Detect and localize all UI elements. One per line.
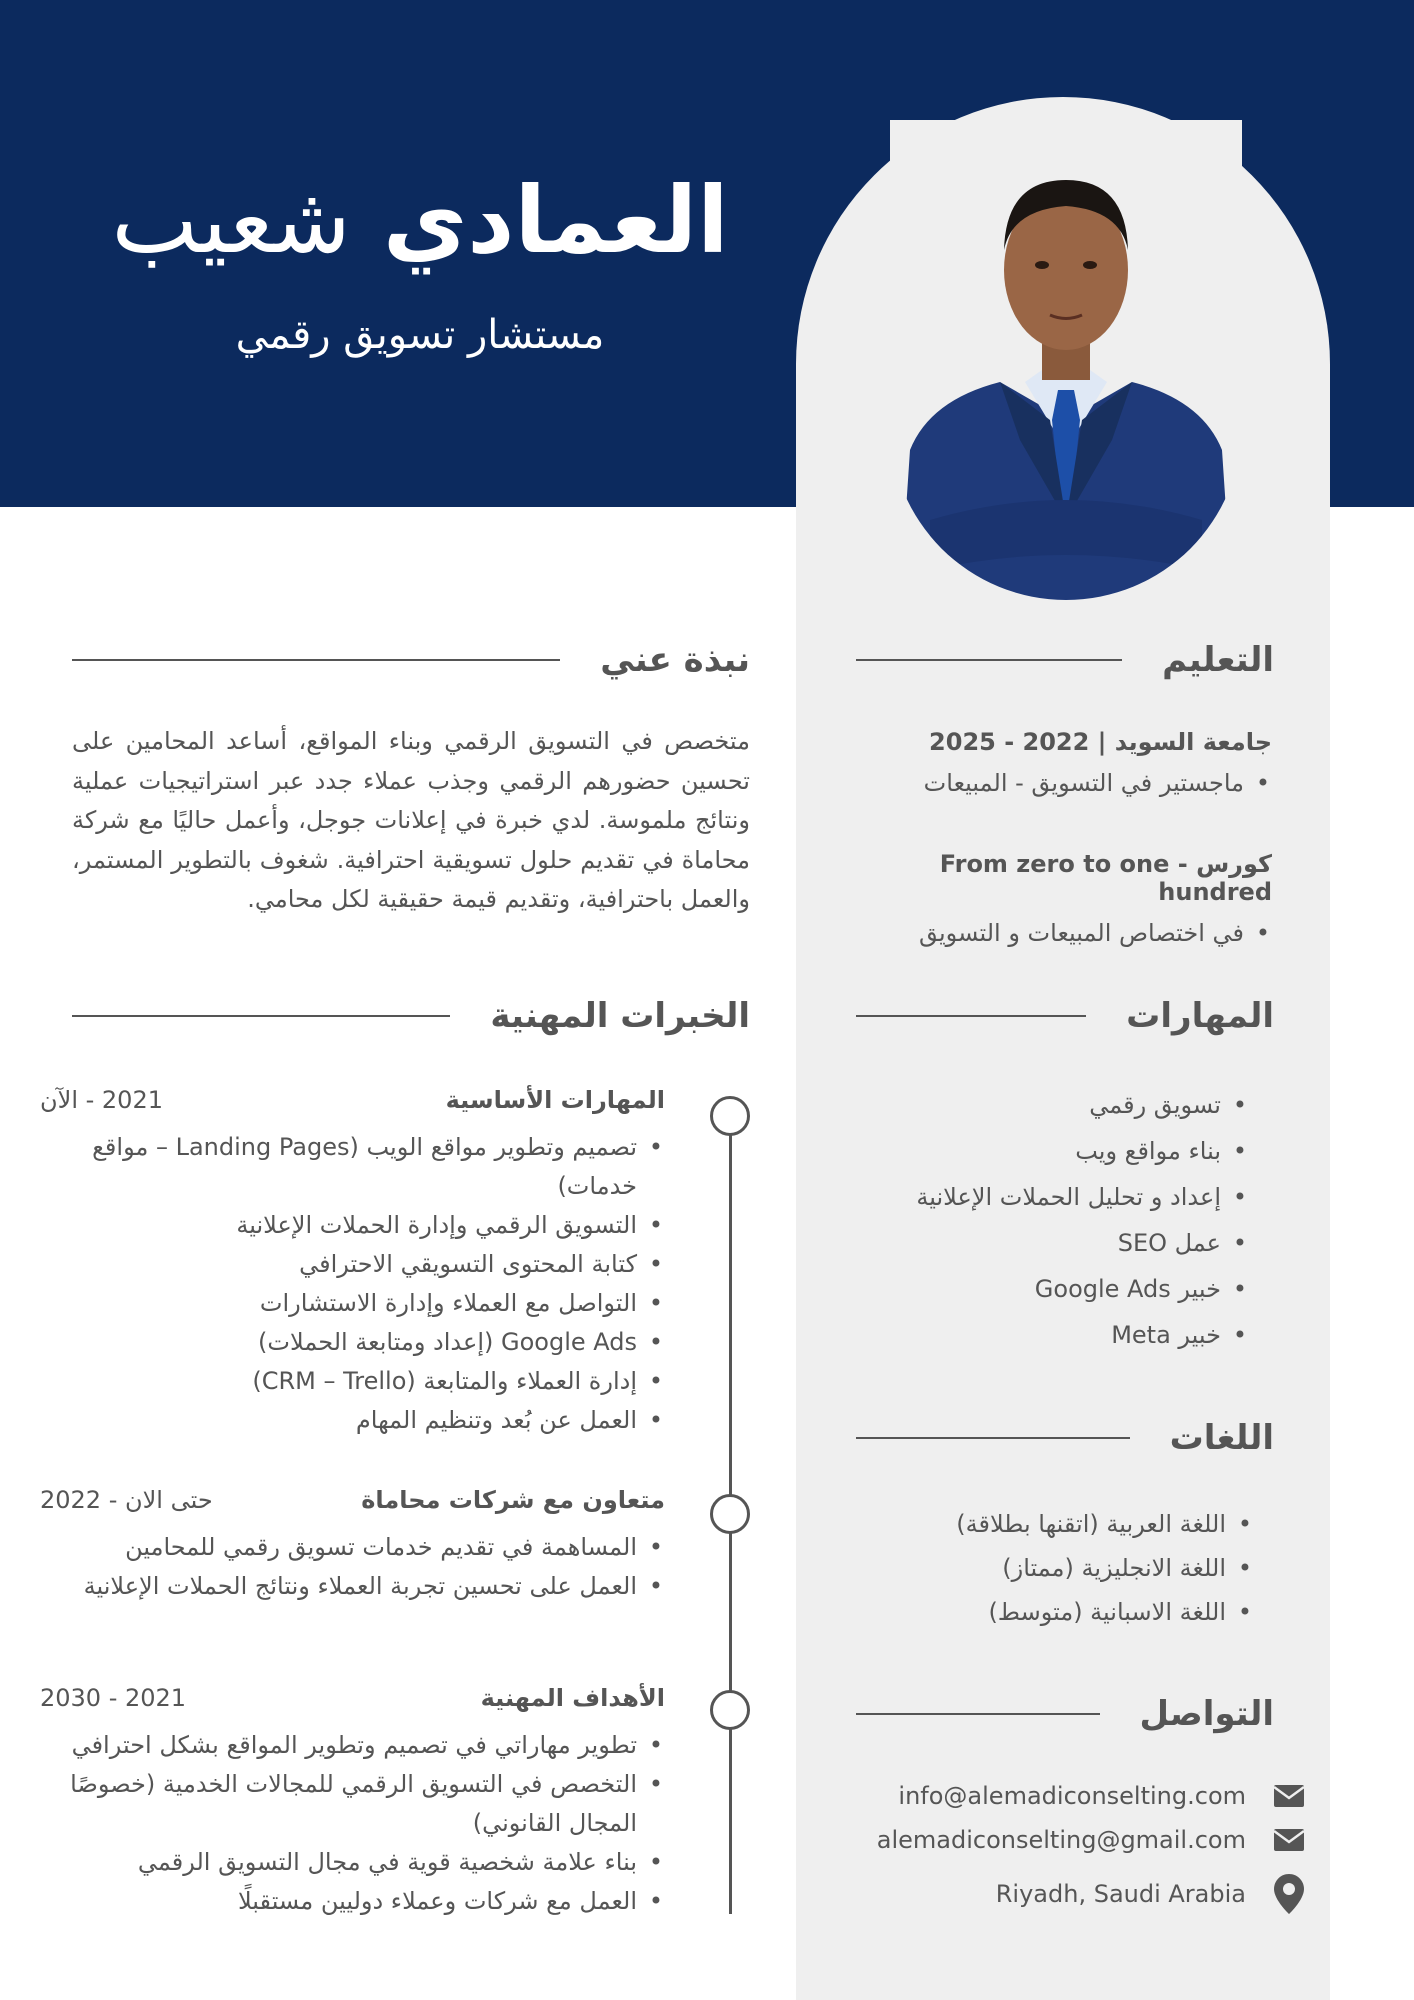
experience-role: الأهداف المهنية — [480, 1684, 665, 1712]
list-item: • إدارة العملاء والمتابعة (CRM – Trello) — [65, 1362, 665, 1401]
list-item: • إعداد و تحليل الحملات الإعلانية — [829, 1174, 1249, 1220]
education-item — [852, 728, 1272, 804]
mail-icon — [1274, 1829, 1304, 1851]
about-heading-text: نبذة عني — [600, 640, 750, 680]
list-item: • خبير Google Ads — [829, 1266, 1249, 1312]
skills-heading — [856, 996, 1274, 1036]
list-item: • المساهمة في تقديم خدمات تسويق رقمي للمحامين — [65, 1528, 665, 1567]
education-heading — [856, 640, 1274, 680]
education-item-detail: • ماجستير في التسويق - المبيعات — [852, 764, 1272, 804]
list-item: • التواصل مع العملاء وإدارة الاستشارات — [65, 1284, 665, 1323]
experience-role: المهارات الأساسية — [445, 1086, 665, 1114]
education-heading-text: التعليم — [1162, 640, 1274, 680]
list-item: • اللغة العربية (اتقنها بطلاقة) — [814, 1502, 1254, 1546]
education-item — [852, 850, 1272, 954]
languages-heading-text: اللغات — [1169, 1418, 1274, 1458]
experience-heading-text: الخبرات المهنية — [490, 996, 750, 1036]
experience-item — [40, 1684, 665, 1921]
list-item: • بناء مواقع ويب — [829, 1128, 1249, 1174]
about-heading — [72, 640, 750, 680]
timeline-dot — [710, 1690, 750, 1730]
experience-date: 2021 - 2030 — [40, 1684, 187, 1712]
location-text: Riyadh, Saudi Arabia — [995, 1880, 1246, 1908]
job-title: مستشار تسويق رقمي — [235, 312, 605, 358]
skills-list — [829, 1082, 1249, 1358]
divider-line — [856, 1437, 1130, 1439]
experience-role: متعاون مع شركات محاماة — [361, 1486, 665, 1514]
experience-item — [40, 1086, 665, 1440]
about-text: متخصص في التسويق الرقمي وبناء المواقع، أساعد المحامين على تحسين حضورهم الرقمي وجذب عملاء جدد عبر استراتيجيات عملية ونتائج ملموسة. لدي خبرة في إعلانات جوجل، وأعمل حاليًا مع شركة محاماة في تقديم حلول تسويقية احترافية. شغوف بالتطوير المستمر، والعمل باحترافية، وتقديم قيمة حقيقية لكل محامي. — [72, 727, 750, 914]
contact-location — [996, 1874, 1304, 1914]
email-text[interactable]: alemadiconselting@gmail.com — [876, 1826, 1246, 1854]
languages-heading — [856, 1418, 1274, 1458]
email-text[interactable]: info@alemadiconselting.com — [898, 1782, 1246, 1810]
contact-email-1[interactable] — [898, 1782, 1304, 1810]
experience-date: حتى الان - 2022 — [40, 1486, 213, 1514]
candidate-name — [60, 167, 780, 274]
education-item-detail: • في اختصاص المبيعات و التسويق — [852, 914, 1272, 954]
list-item: • خبير Meta — [829, 1312, 1249, 1358]
list-item: • كتابة المحتوى التسويقي الاحترافي — [65, 1245, 665, 1284]
list-item: • العمل على تحسين تجربة العملاء ونتائج الحملات الإعلانية — [65, 1567, 665, 1606]
list-item: • تسويق رقمي — [829, 1082, 1249, 1128]
timeline-dot — [710, 1494, 750, 1534]
divider-line — [856, 1713, 1100, 1715]
skills-heading-text: المهارات — [1126, 996, 1274, 1036]
list-item: • عمل SEO — [829, 1220, 1249, 1266]
contact-heading-text: التواصل — [1139, 1694, 1274, 1734]
list-item: • Google Ads (إعداد ومتابعة الحملات) — [65, 1323, 665, 1362]
mail-icon — [1274, 1785, 1304, 1807]
name-first: شعيب — [111, 167, 351, 274]
list-item: • تطوير مهاراتي في تصميم وتطوير المواقع بشكل احترافي — [65, 1726, 665, 1765]
list-item: • اللغة الاسبانية (متوسط) — [814, 1590, 1254, 1634]
list-item: • العمل مع شركات وعملاء دوليين مستقبلًا — [65, 1882, 665, 1921]
education-item-head: كورس - From zero to one hundred — [939, 850, 1272, 906]
list-item: • تصميم وتطوير مواقع الويب (Landing Pages – مواقع خدمات) — [65, 1128, 665, 1206]
contact-email-2[interactable] — [877, 1826, 1304, 1854]
location-pin-icon — [1274, 1874, 1304, 1914]
list-item: • التخصص في التسويق الرقمي للمجالات الخدمية (خصوصًا المجال القانوني) — [65, 1765, 665, 1843]
divider-line — [72, 1015, 450, 1017]
divider-line — [856, 1015, 1086, 1017]
experience-date: 2021 - الآن — [40, 1086, 163, 1114]
list-item: • بناء علامة شخصية قوية في مجال التسويق الرقمي — [65, 1843, 665, 1882]
divider-line — [72, 659, 560, 661]
timeline-dot — [710, 1096, 750, 1136]
list-item: • التسويق الرقمي وإدارة الحملات الإعلانية — [65, 1206, 665, 1245]
languages-list — [814, 1502, 1254, 1634]
experience-item — [40, 1486, 665, 1606]
experience-heading — [72, 996, 750, 1036]
profile-photo — [890, 120, 1242, 600]
list-item: • العمل عن بُعد وتنظيم المهام — [65, 1401, 665, 1440]
name-last: العمادي — [382, 167, 729, 274]
divider-line — [856, 659, 1122, 661]
education-item-head: جامعة السويد | 2022 - 2025 — [929, 728, 1272, 756]
list-item: • اللغة الانجليزية (ممتاز) — [814, 1546, 1254, 1590]
contact-heading — [856, 1694, 1274, 1734]
